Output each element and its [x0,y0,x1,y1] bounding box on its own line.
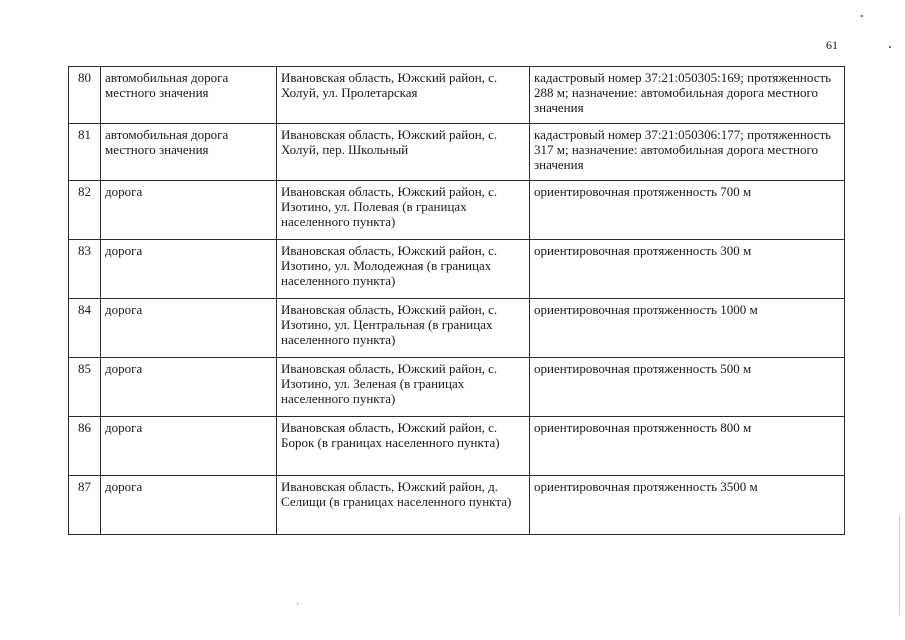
object-address: Ивановская область, Южский район, с. Изотино, ул. Молодежная (в границах населенного пункта) [277,240,530,299]
row-number: 80 [69,67,101,124]
object-address: Ивановская область, Южский район, с. Холуй, пер. Школьный [277,124,530,181]
roads-table [68,66,845,535]
object-address: Ивановская область, Южский район, с. Изотино, ул. Центральная (в границах населенного пункта) [277,299,530,358]
table-row [69,299,845,358]
table-row [69,240,845,299]
object-description: ориентировочная протяженность 1000 м [530,299,845,358]
object-description: ориентировочная протяженность 800 м [530,417,845,476]
scan-speck [861,15,863,17]
object-name: дорога [101,358,277,417]
row-number: 86 [69,417,101,476]
scan-speck [889,46,891,48]
object-address: Ивановская область, Южский район, д. Селищи (в границах населенного пункта) [277,476,530,535]
object-description: ориентировочная протяженность 700 м [530,181,845,240]
row-number: 84 [69,299,101,358]
table-row [69,417,845,476]
scan-margin-line [899,515,900,615]
object-name: автомобильная дорога местного значения [101,67,277,124]
table-row [69,476,845,535]
row-number: 87 [69,476,101,535]
object-name: дорога [101,181,277,240]
page-number: 61 [826,38,838,52]
row-number: 83 [69,240,101,299]
object-name: автомобильная дорога местного значения [101,124,277,181]
object-name: дорога [101,240,277,299]
object-description: кадастровый номер 37:21:050306:177; протяженность 317 м; назначение: автомобильная дорога местного значения [530,124,845,181]
object-description: ориентировочная протяженность 500 м [530,358,845,417]
object-name: дорога [101,476,277,535]
object-name: дорога [101,299,277,358]
object-address: Ивановская область, Южский район, с. Холуй, ул. Пролетарская [277,67,530,124]
object-description: кадастровый номер 37:21:050305:169; протяженность 288 м; назначение: автомобильная дорога местного значения [530,67,845,124]
row-number: 81 [69,124,101,181]
table-row [69,124,845,181]
table-row [69,181,845,240]
row-number: 82 [69,181,101,240]
object-address: Ивановская область, Южский район, с. Изотино, ул. Зеленая (в границах населенного пункта) [277,358,530,417]
object-address: Ивановская область, Южский район, с. Борок (в границах населенного пункта) [277,417,530,476]
row-number: 85 [69,358,101,417]
table-row [69,358,845,417]
object-name: дорога [101,417,277,476]
scan-speck [297,603,298,604]
object-description: ориентировочная протяженность 300 м [530,240,845,299]
object-description: ориентировочная протяженность 3500 м [530,476,845,535]
object-address: Ивановская область, Южский район, с. Изотино, ул. Полевая (в границах населенного пункта) [277,181,530,240]
table-row [69,67,845,124]
